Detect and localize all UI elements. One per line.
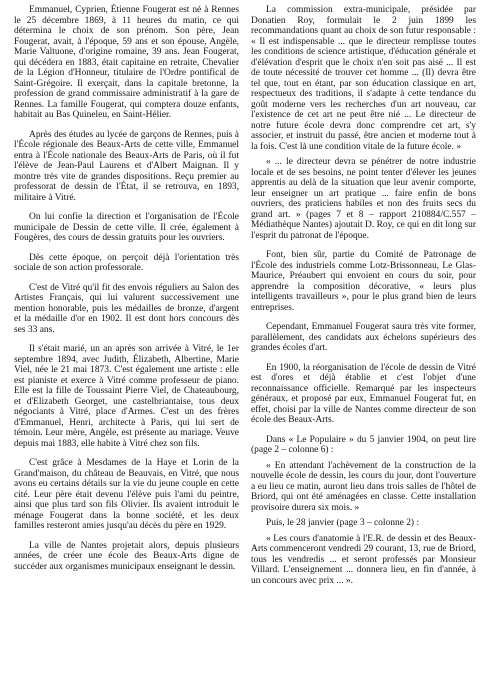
paragraph-january-28: Puis, le 28 janvier (page 3 – colonne 2) : [266,518,420,528]
paragraph-commission: La commission extra-municipale, présidée par Donatien Roy, formulait le 2 juin 1899 les recommandations quant au choix de son futur responsable : « Il est indispensable ... que le directeur remplisse toutes les conditions de science artistique, d'éducation générale et d'élévation d'esprit que le choix n'en soit pas aisé ... Il est de toute nécessité de trouver cet homme ... (Il) devra être tel que, tout en étant, par son éducation classique en art, respectueux des traditions, il s'adapte à cette tendance du goût moderne vers les recherches d'un art nouveau, car l'existence de cet art ne peut être nié ... Le directeur de notre future école devra donc comprendre cet art, s'y associer, et instruit du passé, être ancien et moderne tout à la fois. C'est là une condition vitale de la future école. » [251,5,476,152]
right-column [251,5,476,676]
paragraph-social-orientation: Dès cette époque, on perçoit déjà l'orientation très sociale de son action professorale. [14,252,239,273]
paragraph-vitre-school: On lui confie la direction et l'organisation de l'École municipale de Dessin de cette ville. Il crée, également à Fougères, des cours de dessin gratuits pour les ouvriers. [14,212,239,243]
paragraph-salon: C'est de Vitré qu'il fit des envois réguliers au Salon des Artistes Français, qui lui valurent successivement une mention honorable, puis les médailles de bronze, d'argent et la médaille d'or en 1902. Il est dont hors concours dès ses 33 ans. [14,282,239,335]
paragraph-beauvais: C'est grâce à Mesdames de la Haye et Lorin de la Grand'maison, du château de Beauvais, en Vitré, que nous avons eu certains détails sur la vie du jeune couple en cette cité. Leur père était devenu l'élève puis l'ami du peintre, ainsi que plus tard son fils Olivier. Ils avaient introduit le ménage Fougerat dans la bonne société, et les deux familles resteront amies jusqu'au décès du père en 1929. [14,458,239,531]
paragraph-quote-classes: « En attendant l'achèvement de la construction de la nouvelle école de dessin, les cours du jour, dont l'ouverture a eu lieu ce matin, auront lieu dans trois salles de l'hôtel de Briord, qui ont été aménagées en classe. Cette installation provisoire durera six mois. » [251,460,476,513]
paragraph-quote-industry: « ... le directeur devra se pénétrer de notre industrie locale et de ses besoins, ne point tenter d'élever les jeunes apprentis au delà de la situation que leur avenir comporte, leur enseigner un art pratique ... faire enfin de bons ouvriers, des praticiens habiles et non des fruits secs du grand art. » (pages 7 et 8 – rapport 210884/C.557 – Médiathèque Nantes) ajoutait D. Roy, ce qui en dit long sur l'esprit du patronat de l'époque. [251,157,476,241]
paragraph-le-populaire: Dans « Le Populaire » du 5 janvier 1904, on peut lire (page 2 – colonne 6) : [251,434,476,455]
paragraph-patronage: Font, bien sûr, partie du Comité de Patronage de l'École des industriels comme Lotz-Brissonneau, Le Glas-Maurice, Préaubert qui envoient en cours du soir, pour apprendre la composition décorative, « leurs plus intelligents travailleurs », pour le plus grand bien de leurs entreprises. [251,250,476,313]
paragraph-marriage: Il s'était marié, un an après son arrivée à Vitré, le 1er septembre 1894, avec Judith, Élizabeth, Albertine, Marie Viel, née le 21 mai 1873. C'est également une artiste : elle est pianiste et exerce à Vitré comme professeur de piano. Elle est la fille de Toussaint Pierre Viel, de Chateaubourg, et d'Elizabeth Georget, une castelbriantaise, tous deux négociants à Vitré, place d'Armes. C'est un des frères d'Emmanuel, Henri, architecte à Paris, qui lui sert de témoin. Leur mère, Angèle, est présente au mariage. Veuve depuis mai 1883, elle habite à Vitré chez son fils. [14,344,239,449]
left-column [14,5,239,676]
paragraph-quote-anatomy: « Les cours d'anatomie à l'E.R. de dessin et des Beaux-Arts commenceront vendredi 29 courant, 13, rue de Briord, tous les vendredis ... et seront professés par Monsieur Villard. L'enseignement ... donnera lieu, en fin d'année, à un concours avec prix ... ». [251,533,476,586]
paragraph-studies: Après des études au lycée de garçons de Rennes, puis à l'École régionale des Beaux-Arts de cette ville, Emmanuel entra à l'École nationale des Beaux-Arts de Paris, où il fut l'élève de Jean-Paul Laurens et d'Albert Maignan. Il y montre très vite de grandes dispositions. Reçu premier au professorat de dessin de l'État, il se retrouva, en 1893, militaire à Vitré. [14,129,239,203]
paragraph-1900: En 1900, la réorganisation de l'école de dessin de Vitré est d'ores et déjà établie et c'est l'objet d'une reconnaissance officielle. Remarqué par les inspecteurs généraux, et proposé par eux, Emmanuel Fougerat fut, en effet, choisi par la ville de Nantes comme directeur de son école des Beaux-Arts. [251,362,476,425]
paragraph-nantes-project: La ville de Nantes projetait alors, depuis plusieurs années, de créer une école des Beaux-Arts digne de succéder aux organismes municipaux enseignant le dessin. [14,540,239,572]
paragraph-birth: Emmanuel, Cyprien, Étienne Fougerat est né à Rennes le 25 décembre 1869, à 11 heures du matin, ce qui détermina le choix de son prénom. Son père, Jean Fougerat, avait, à l'époque, 59 ans et son épouse, Angèle, Marie Valtuone, d'origine romaine, 39 ans. Jean Fougerat, qui décédera en 1883, était capitaine en retraite, Chevalier de la Légion d'Honneur, titulaire de l'Ordre pontifical de Saint-Grégoire. Il exerçait, dans la capitale bretonne, la profession de grand commissaire administratif à la gare de Rennes. La famille Fougerat, qui comptera douze enfants, habitait au Bas Quineleu, en Saint-Hélier. [14,5,239,120]
paragraph-higher-schools: Cependant, Emmanuel Fougerat saura très vite former, parallèlement, des candidats aux échelons supérieurs des grandes écoles d'art. [251,322,476,353]
